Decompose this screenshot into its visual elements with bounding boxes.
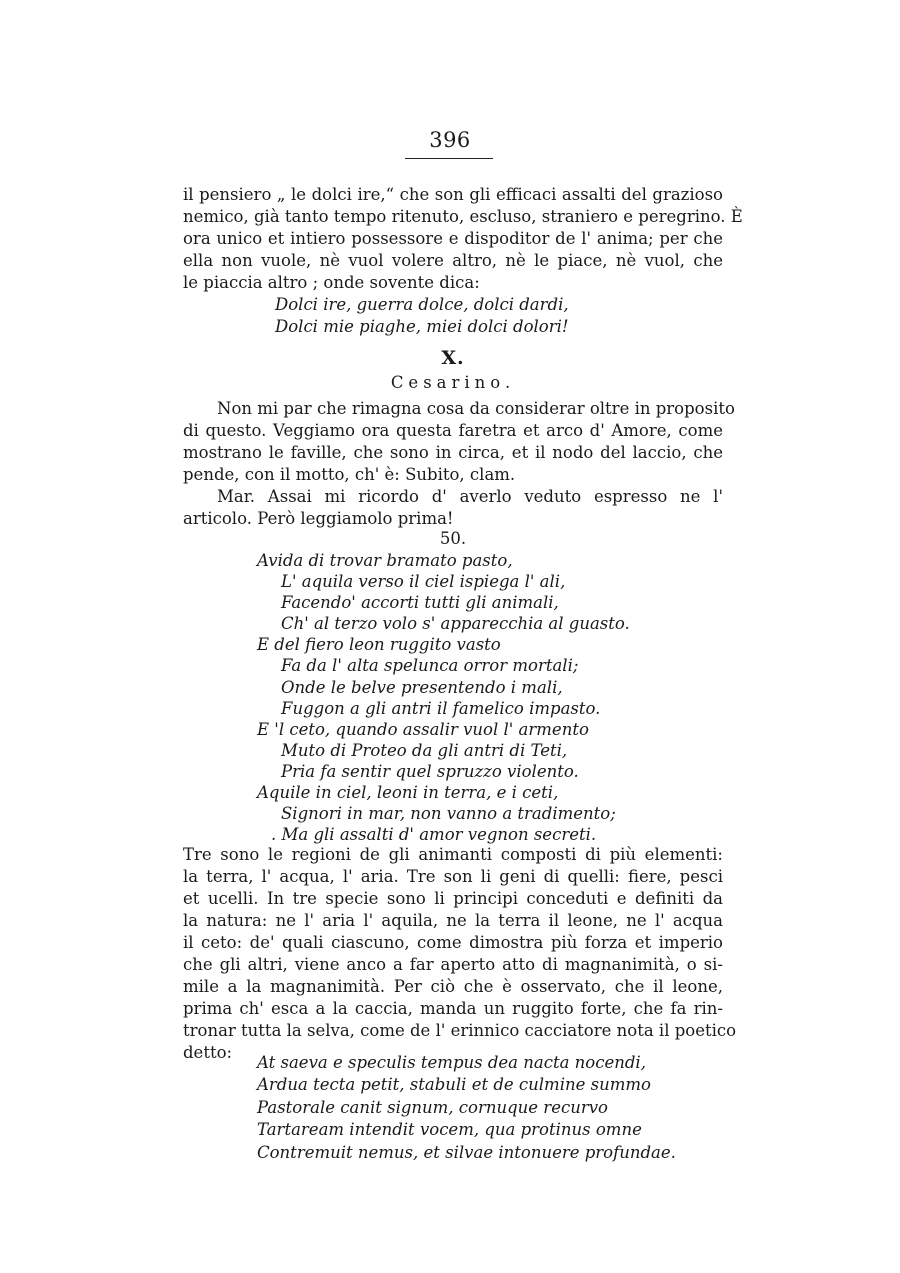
verse-line: Facendo' accorti tutti gli animali,: [281, 593, 559, 613]
paragraph-1: [183, 184, 743, 294]
text-line: di questo. Veggiamo ora questa faretra et arco d' Amore, come: [183, 421, 723, 440]
text-line: il pensiero „ le dolci ire,“ che son gli efficaci assalti del grazioso: [183, 185, 723, 204]
text-line: le piaccia altro ; onde sovente dica:: [183, 273, 480, 292]
text-line: nemico, già tanto tempo ritenuto, escluso, straniero e peregrino. È: [183, 207, 743, 226]
verse-line: L' aquila verso il ciel ispiega l' ali,: [281, 572, 566, 592]
paragraph-3: [183, 486, 723, 530]
text-line: la terra, l' acqua, l' aria. Tre son li geni di quelli: fiere, pesci: [183, 867, 723, 886]
text-line: et ucelli. In tre specie sono li principi conceduti e definiti da: [183, 889, 723, 908]
sonnet: [183, 528, 723, 845]
page-number: 396: [429, 128, 471, 152]
verse-line: Pastorale canit signum, cornuque recurvo: [257, 1097, 608, 1117]
verse-line: Signori in mar, non vanno a tradimento;: [281, 804, 616, 824]
verse-line: Pria fa sentir quel spruzzo violento.: [281, 761, 579, 781]
text-line: articolo. Però leggiamolo prima!: [183, 509, 454, 528]
quote-1: [183, 294, 723, 338]
verse-line: Fuggon a gli antri il famelico impasto.: [281, 698, 601, 718]
paragraph-2: [183, 398, 735, 486]
verse-line: Tartaream intendit vocem, qua protinus omne: [257, 1120, 642, 1140]
text-line: che gli altri, viene anco a far aperto atto di magnanimità, o si-: [183, 955, 723, 974]
paragraph-4: [183, 844, 737, 1064]
text-line: la natura: ne l' aria l' aquila, ne la terra il leone, ne l' acqua: [183, 911, 723, 930]
section-heading: [183, 346, 723, 396]
page-number-rule: [405, 158, 493, 159]
text-line: mostrano le faville, che sono in circa, et il nodo del laccio, che: [183, 443, 723, 462]
text-line: detto:: [183, 1043, 233, 1062]
text-line: Tre sono le regioni de gli animanti composti di più elementi:: [183, 845, 723, 864]
text-line: Mar. Assai mi ricordo d' averlo veduto espresso ne l': [217, 487, 723, 506]
verse-line: Aquile in ciel, leoni in terra, e i ceti,: [257, 783, 559, 803]
text-line: ella non vuole, nè vuol volere altro, nè le piace, nè vuol, che: [183, 251, 723, 270]
verse-line: Ardua tecta petit, stabuli et de culmine summo: [257, 1075, 651, 1095]
verse-line: Dolci mie piaghe, miei dolci dolori!: [275, 317, 569, 336]
verse-line: Avida di trovar bramato pasto,: [257, 551, 513, 570]
text-line: prima ch' esca a la caccia, manda un ruggito forte, che fa rin-: [183, 999, 723, 1018]
verse-line: Muto di Proteo da gli antri di Teti,: [281, 740, 568, 760]
verse-line: Ch' al terzo volo s' apparecchia al guasto.: [281, 614, 630, 634]
text-line: pende, con il motto, ch' è: Subito, clam.: [183, 465, 516, 484]
verse-line: E del fiero leon ruggito vasto: [257, 635, 501, 655]
text-line: ora unico et intiero possessore e dispoditor de l' anima; per che: [183, 229, 723, 248]
verse-line: E 'l ceto, quando assalir vuol l' armento: [257, 719, 589, 739]
text-line: il ceto: de' quali ciascuno, come dimostra più forza et imperio: [183, 933, 723, 952]
verse-line: At saeva e speculis tempus dea nacta nocendi,: [257, 1053, 646, 1072]
text-line: mile a la magnanimità. Per ciò che è osservato, che il leone,: [183, 977, 723, 996]
sonnet-verses: [183, 550, 723, 845]
verse-line: Fa da l' alta spelunca orror mortali;: [281, 656, 579, 676]
latin-quotation: [183, 1052, 723, 1164]
speaker-name: Cesarino.: [390, 373, 516, 392]
sonnet-number: 50.: [439, 529, 467, 548]
verse-line: . Ma gli assalti d' amor vegnon secreti.: [271, 825, 597, 845]
section-numeral: X.: [441, 347, 465, 369]
verse-line: Contremuit nemus, et silvae intonuere profundae.: [257, 1142, 676, 1162]
text-line: tronar tutta la selva, come de l' erinnico cacciatore nota il poetico: [183, 1021, 737, 1040]
verse-line: Onde le belve presentendo i mali,: [281, 677, 563, 697]
verse-line: Dolci ire, guerra dolce, dolci dardi,: [275, 295, 569, 314]
text-line: Non mi par che rimagna cosa da considerar oltre in proposito: [217, 399, 735, 418]
